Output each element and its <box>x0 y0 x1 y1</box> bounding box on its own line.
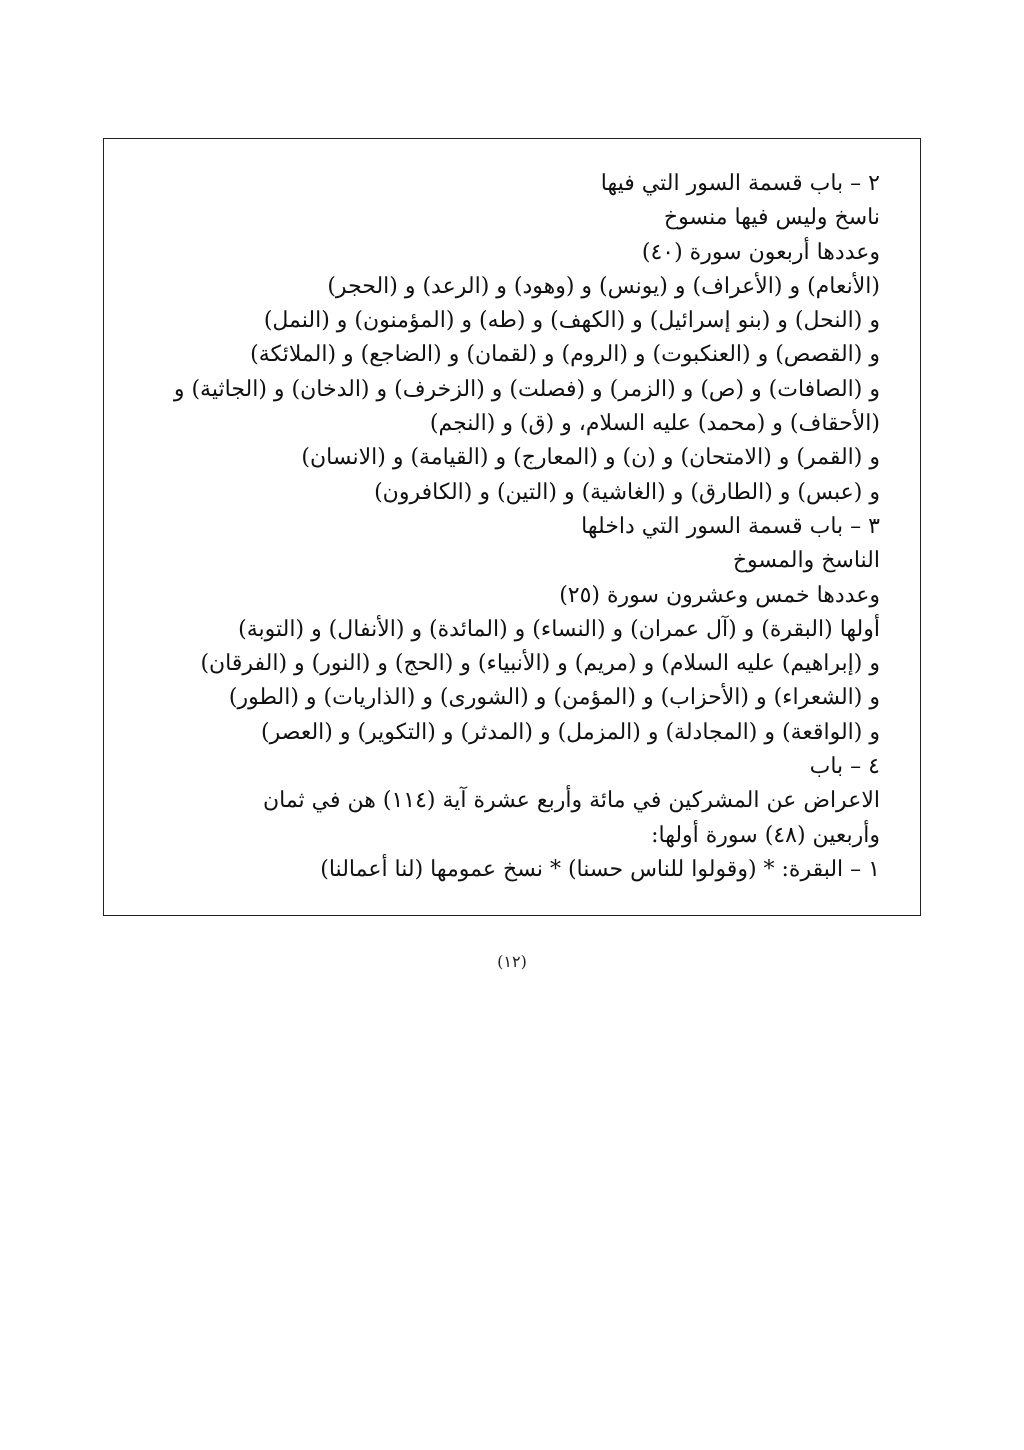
line-surah-list: و (القمر) و (الامتحان) و (ن) و (المعارج) و (القيامة) و (الانسان) <box>301 445 880 471</box>
line-section-2-subheading: ناسخ وليس فيها منسوخ <box>663 205 880 231</box>
line-surah-list: (الأنعام) و (الأعراف) و (يونس) و (وهود) و (الرعد) و (الحجر) <box>327 273 880 299</box>
line-section-3-count: وعددها خمس وعشرون سورة (٢٥) <box>559 582 880 608</box>
line-surah-list: و (الشعراء) و (الأحزاب) و (المؤمن) و (الشورى) و (الذاريات) و (الطور) <box>228 685 880 711</box>
line-surah-list: و (القصص) و (العنكبوت) و (الروم) و (لقمان) و (الضاجع) و (الملائكة) <box>250 342 880 368</box>
line-section-3-subheading: الناسخ والمسوخ <box>732 548 880 574</box>
line-section-4-text: الاعراض عن المشركين في مائة وأربع عشرة آية (١١٤) هن في ثمان <box>262 788 880 814</box>
line-section-2-heading: ٢ – باب قسمة السور التي فيها <box>600 171 880 196</box>
line-section-4-text: وأربعين (٤٨) سورة أولها: <box>651 822 880 848</box>
framed-text-box <box>103 138 921 916</box>
line-surah-list: و (الواقعة) و (المجادلة) و (المزمل) و (المدثر) و (التكوير) و (العصر) <box>261 719 880 745</box>
page-number: (١٢) <box>497 952 527 971</box>
line-surah-list: أولها (البقرة) و (آل عمران) و (النساء) و (المائدة) و (الأنفال) و (التوبة) <box>238 616 880 642</box>
text-lines <box>144 167 880 887</box>
line-surah-list: و (النحل) و (بنو إسرائيل) و (الكهف) و (طه) و (المؤمنون) و (النمل) <box>263 308 880 334</box>
line-surah-list: (الأحقاف) و (محمد) عليه السلام، و (ق) و (النجم) <box>429 411 880 437</box>
line-surah-list: و (الصافات) و (ص) و (الزمر) و (فصلت) و (الزخرف) و (الدخان) و (الجاثية) و <box>173 376 880 402</box>
line-section-4-heading: ٤ – باب <box>809 754 880 780</box>
line-surah-list: و (إبراهيم) عليه السلام) و (مريم) و (الأنبياء) و (الحج) و (النور) و (الفرقان) <box>200 651 880 677</box>
line-section-2-count: وعددها أربعون سورة (٤٠) <box>641 239 880 265</box>
line-surah-list: و (عبس) و (الطارق) و (الغاشية) و (التين) و (الكافرون) <box>374 479 880 505</box>
line-section-4-item-1: ١ – البقرة: * (وقولوا للناس حسنا) * نسخ عمومها (لنا أعمالنا) <box>320 856 880 882</box>
line-section-3-heading: ٣ – باب قسمة السور التي داخلها <box>581 513 880 539</box>
